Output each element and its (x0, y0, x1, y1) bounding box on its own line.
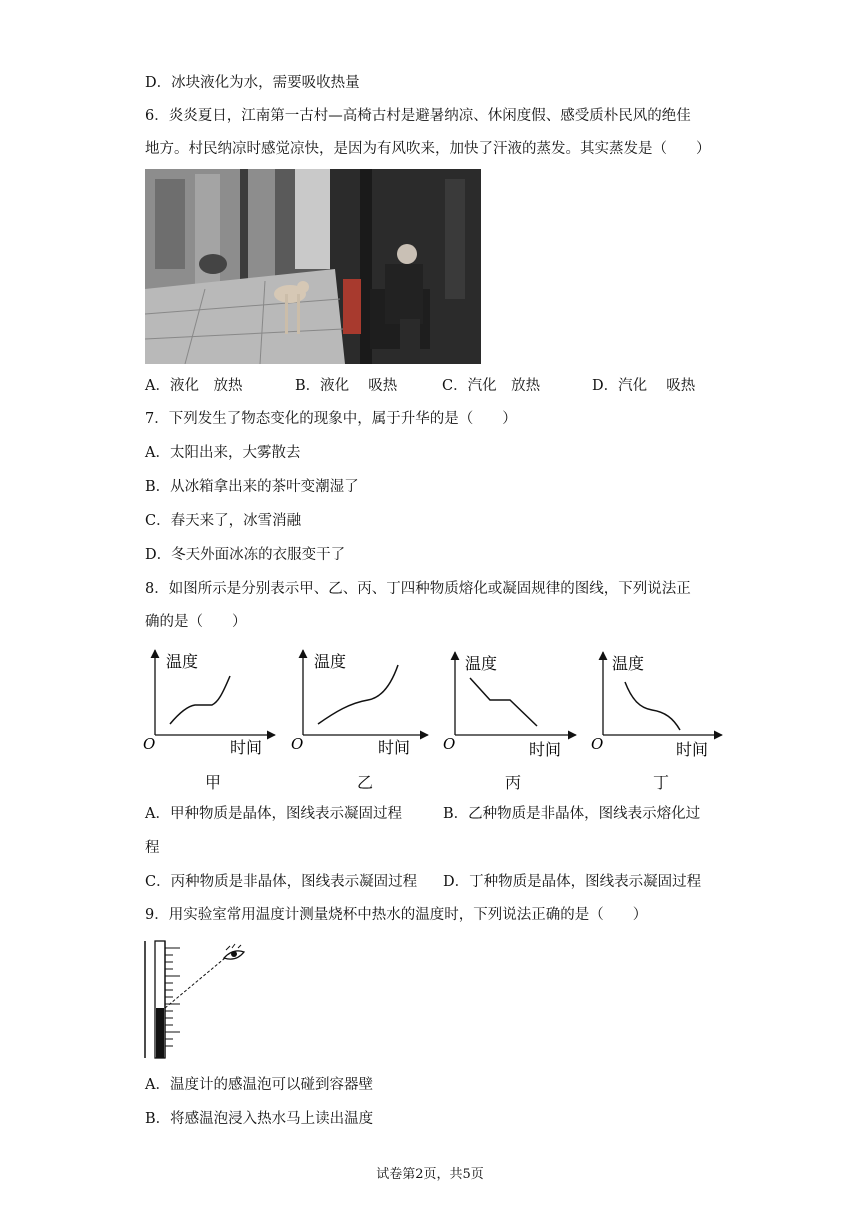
graph-ding-xlabel: 时间 (676, 740, 709, 759)
question-7-option-b[interactable]: B．从冰箱拿出来的茶叶变潮湿了 (145, 479, 359, 495)
question-8-option-b[interactable]: B．乙种物质是非晶体，图线表示熔化过 (443, 806, 701, 822)
question-6-option-b[interactable]: B．液化 吸热 (295, 378, 398, 394)
question-6-stem-line1: 6．炎炎夏日，江南第一古村—高椅古村是避暑纳凉、休闲度假、感受质朴民风的绝佳 (145, 108, 691, 124)
question-6-options (145, 376, 745, 396)
question-6-stem-line2: 地方。村民纳凉时感觉凉快，是因为有风吹来，加快了汗液的蒸发。其实蒸发是（ ） (145, 141, 711, 157)
thermometer-diagram (140, 938, 260, 1063)
graph-jia-xlabel: 时间 (230, 738, 263, 757)
graph-ding (591, 652, 722, 759)
question-8-option-c[interactable]: C．丙种物质是非晶体，图线表示凝固过程 (145, 874, 418, 890)
question-7-option-c[interactable]: C．春天来了，冰雪消融 (145, 513, 302, 529)
q8-graphs (0, 640, 860, 765)
graph-ding-name: 丁 (653, 773, 670, 792)
question-7-option-a[interactable]: A．太阳出来，大雾散去 (145, 445, 301, 461)
question-9-option-b[interactable]: B．将感温泡浸入热水马上读出温度 (145, 1111, 374, 1127)
question-8-options-row2 (145, 872, 745, 892)
graph-yi (291, 650, 428, 757)
question-9-stem: 9．用实验室常用温度计测量烧杯中热水的温度时，下列说法正确的是（ ） (145, 907, 648, 923)
graph-jia-origin: O (143, 735, 156, 753)
graph-jia (143, 650, 275, 757)
graph-bing-name: 丙 (505, 773, 522, 792)
graph-jia-ylabel: 温度 (166, 652, 199, 671)
question-8-stem-line1: 8．如图所示是分别表示甲、乙、丙、丁四种物质熔化或凝固规律的图线，下列说法正 (145, 581, 691, 597)
eye-icon (224, 944, 244, 959)
question-6-option-c[interactable]: C．汽化 放热 (442, 378, 541, 394)
question-8-option-b-cont: 程 (145, 840, 160, 856)
question-7-stem: 7．下列发生了物态变化的现象中，属于升华的是（ ） (145, 411, 517, 427)
graph-bing-origin: O (443, 735, 456, 753)
graph-bing (443, 652, 576, 759)
question-8-options-row1 (145, 804, 745, 824)
graph-jia-name: 甲 (205, 773, 222, 792)
question-9-option-a[interactable]: A．温度计的感温泡可以碰到容器壁 (145, 1077, 373, 1093)
question-7-option-d[interactable]: D．冬天外面冰冻的衣服变干了 (145, 547, 346, 563)
question-8-option-d[interactable]: D．丁种物质是晶体，图线表示凝固过程 (443, 874, 702, 890)
question-8-stem-line2: 确的是（ ） (145, 614, 247, 630)
graph-ding-origin: O (591, 735, 604, 753)
question-6-option-a[interactable]: A．液化 放热 (145, 378, 243, 394)
village-photo (145, 169, 481, 364)
question-8-option-a[interactable]: A．甲种物质是晶体，图线表示凝固过程 (145, 806, 402, 822)
graph-yi-origin: O (291, 735, 304, 753)
page-footer: 试卷第2页，共5页 (376, 1167, 484, 1182)
question-6-option-d[interactable]: D．汽化 吸热 (592, 378, 696, 394)
graph-yi-ylabel: 温度 (314, 652, 347, 671)
graph-bing-xlabel: 时间 (529, 740, 562, 759)
question-5-option-d: D．冰块液化为水，需要吸收热量 (145, 75, 360, 91)
graph-ding-ylabel: 温度 (612, 654, 645, 673)
graph-yi-xlabel: 时间 (378, 738, 411, 757)
graph-yi-name: 乙 (357, 773, 374, 792)
graph-bing-ylabel: 温度 (465, 654, 498, 673)
